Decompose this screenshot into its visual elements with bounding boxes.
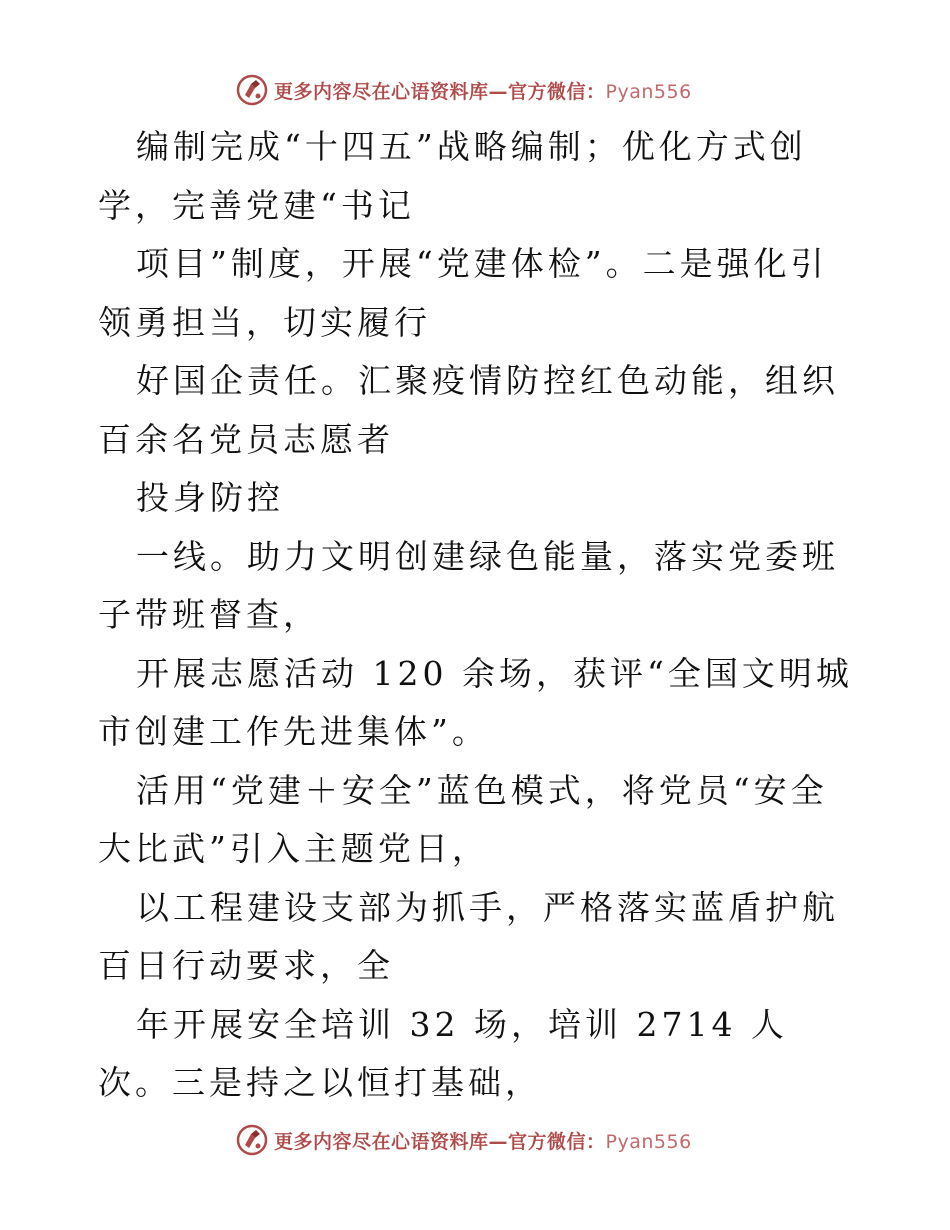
paragraph-4: 投身防控 <box>136 478 284 517</box>
paragraph-8: 以工程建设支部为抓手，严格落实蓝盾护航百日行动要求，全 <box>98 887 839 985</box>
paragraph-2: 项目”制度，开展“党建体检”。二是强化引领勇担当，切实履行 <box>98 244 828 342</box>
paragraph-5: 一线。助力文明创建绿色能量，落实党委班子带班督查， <box>98 536 839 634</box>
paragraph-9: 年开展安全培训 32 场，培训 2714 人次。三是持之以恒打基础， <box>98 1004 788 1102</box>
watermark-logo-icon <box>236 74 268 106</box>
watermark-logo-icon <box>236 1124 268 1156</box>
paragraph-7: 活用“党建＋安全”蓝色模式，将党员“安全大比武”引入主题党日， <box>98 770 828 868</box>
header-watermark <box>236 73 692 107</box>
watermark-text <box>274 1127 692 1154</box>
watermark-text <box>274 77 692 104</box>
paragraph-6: 开展志愿活动 120 余场，获评“全国文明城市创建工作先进集体”。 <box>98 653 853 751</box>
watermark-label: 更多内容尽在心语资料库—官方微信： <box>274 1130 606 1153</box>
footer-watermark <box>236 1123 692 1157</box>
document-body <box>98 118 858 1113</box>
watermark-wechat-id: Pyan556 <box>605 1130 692 1153</box>
paragraph-1: 编制完成“十四五”战略编制；优化方式创学，完善党建“书记 <box>98 127 807 225</box>
watermark-wechat-id: Pyan556 <box>605 80 692 103</box>
paragraph-3: 好国企责任。汇聚疫情防控红色动能，组织百余名党员志愿者 <box>98 361 839 459</box>
watermark-label: 更多内容尽在心语资料库—官方微信： <box>274 80 606 103</box>
